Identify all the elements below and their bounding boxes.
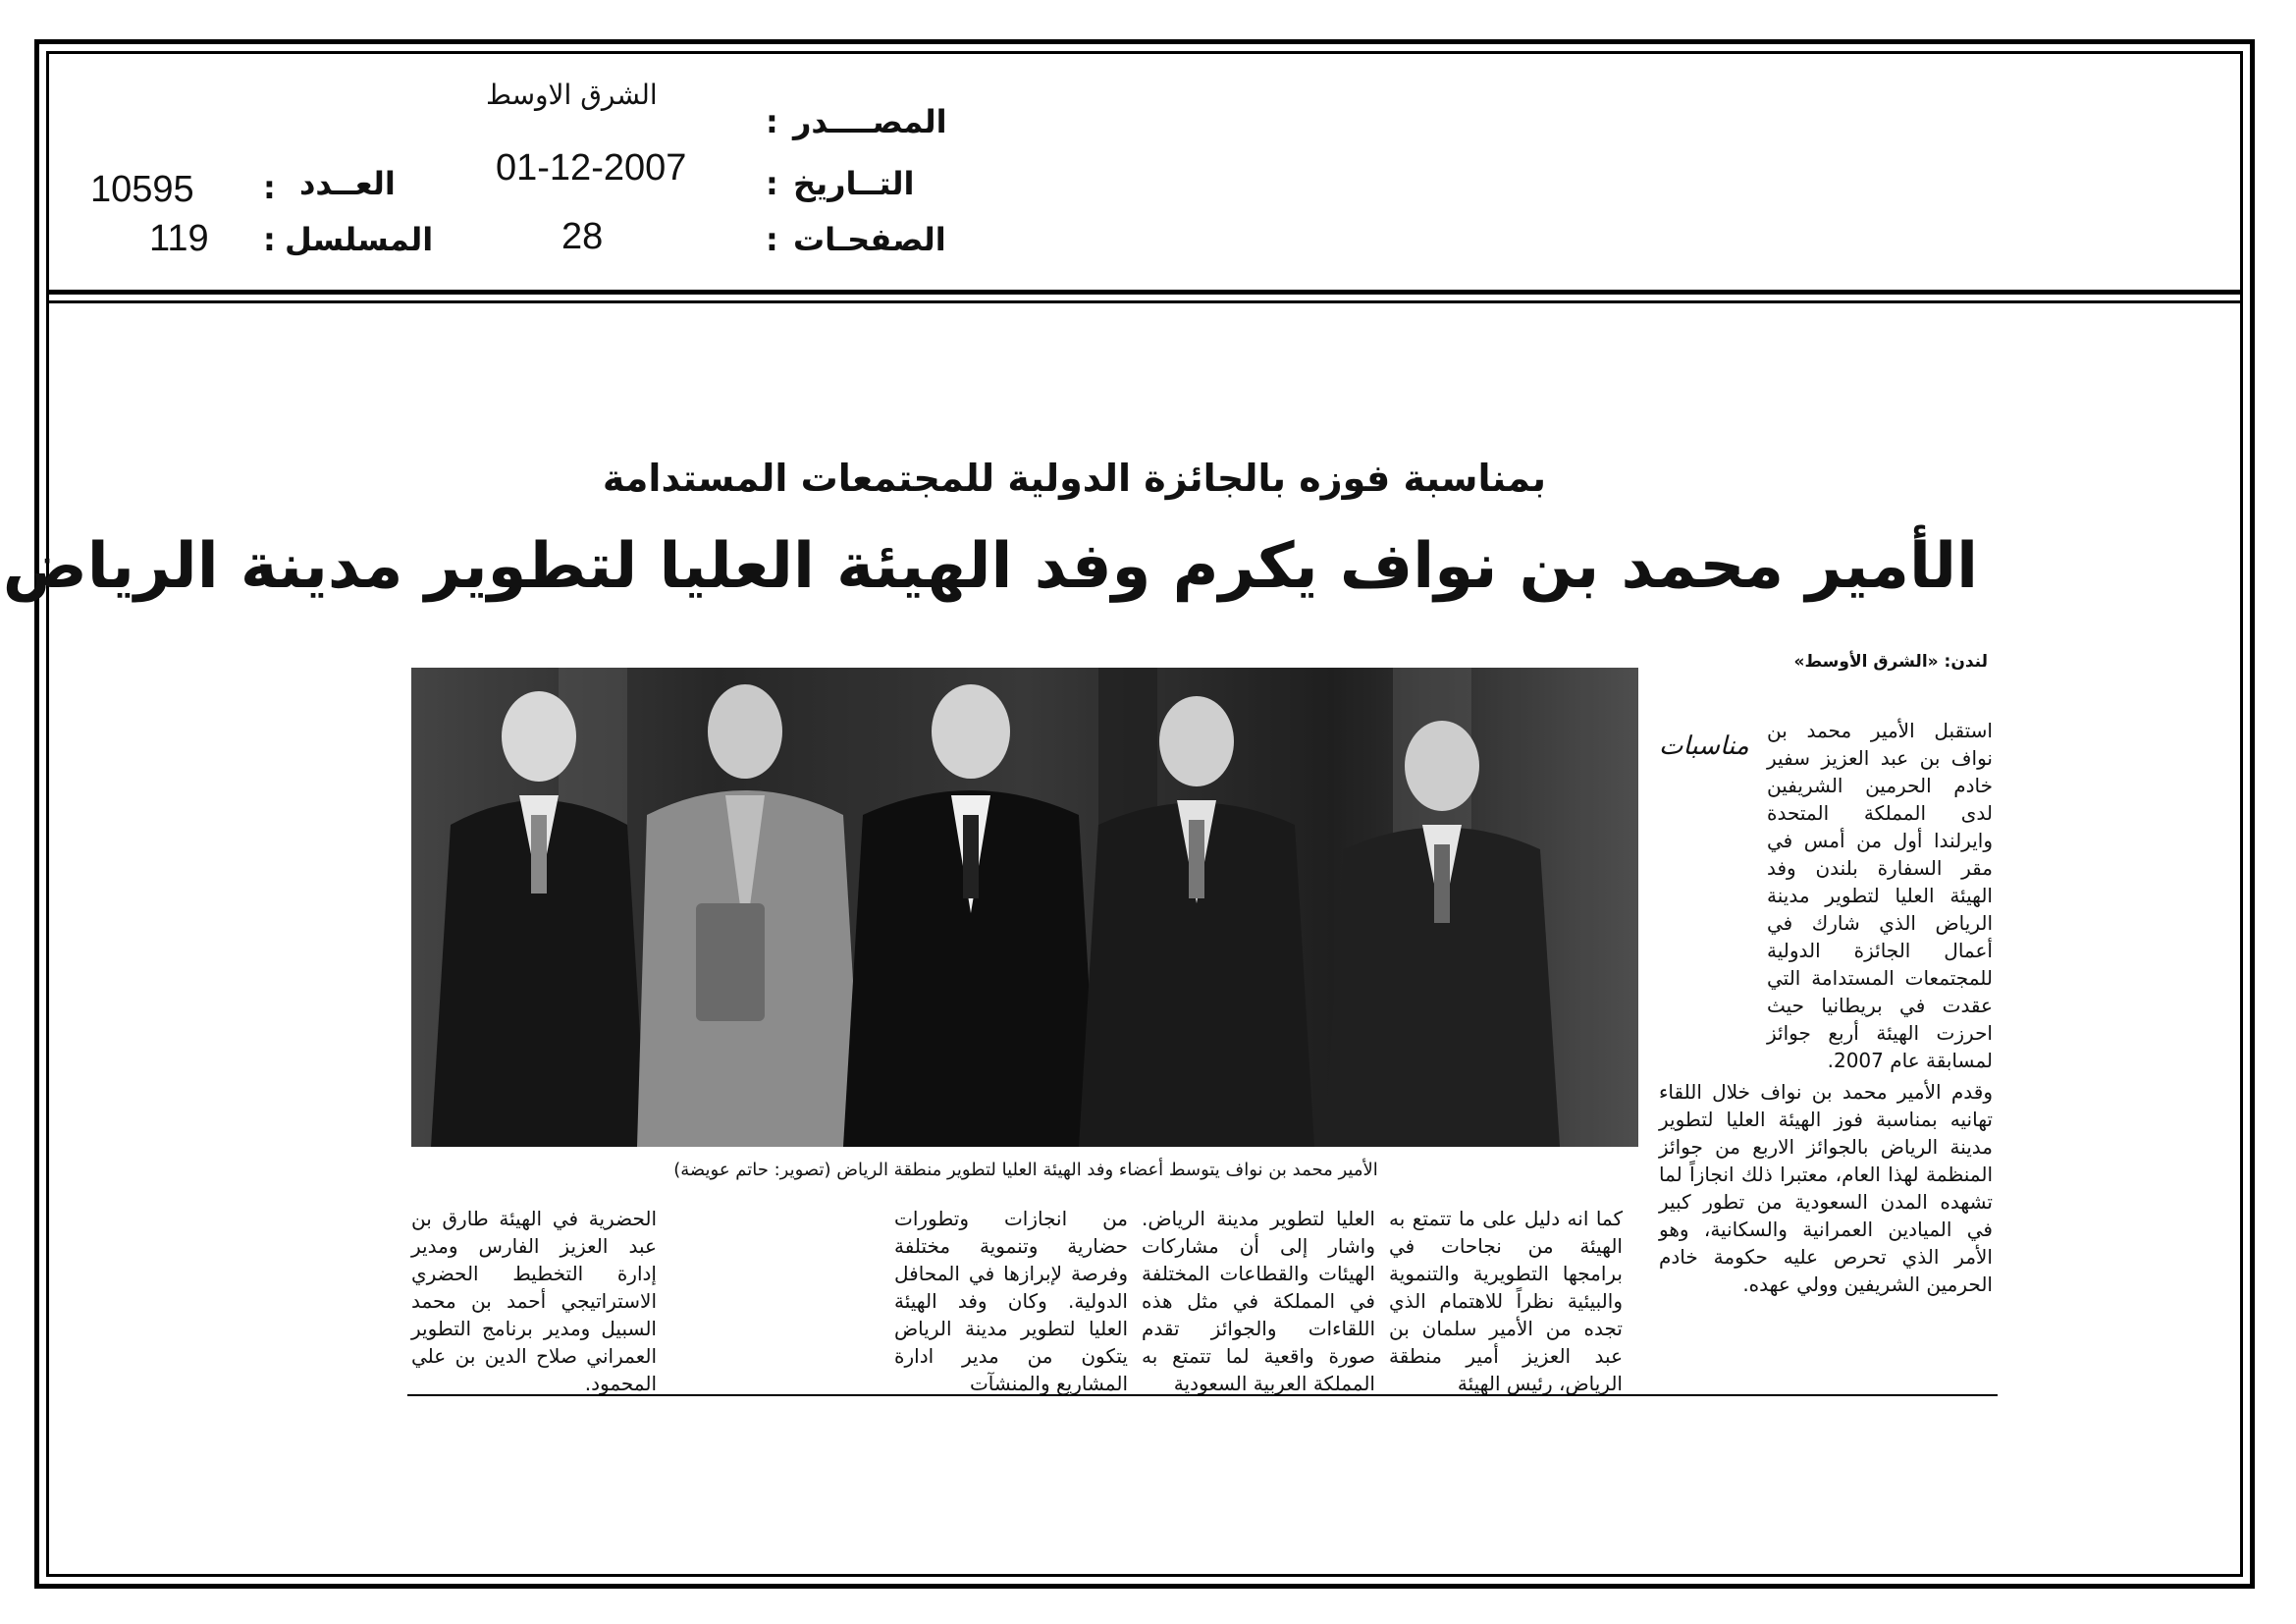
body-text-2: العليا لتطوير مدينة الرياض. واشار إلى أن مشاركات الهيئات والقطاعات المختلفة في المملكة في مثل هذه اللقاءات والجوائز تقدم صورة واقعية لما تتمتع به المملكة العربية السعودية [1142, 1207, 1375, 1395]
date-colon: : [766, 165, 778, 202]
body-column-2 [1142, 1205, 1375, 1397]
source-label: المصــــدر [793, 103, 947, 140]
header-divider-inner [46, 300, 2243, 303]
news-clipping [2, 422, 1998, 1404]
source-value: الشرق الاوسط [486, 79, 658, 111]
body-column-3 [894, 1205, 1128, 1397]
pages-label: الصفحـات [793, 221, 946, 258]
serial-value: 119 [149, 218, 209, 259]
serial-colon: : [263, 221, 276, 258]
side-column [1659, 717, 1993, 1302]
pages-value: 28 [561, 216, 604, 257]
group-photo [411, 668, 1638, 1147]
header-divider [46, 290, 2243, 295]
pages-colon: : [766, 221, 778, 258]
issue-label: العــدد [299, 165, 396, 202]
body-text-1: كما انه دليل على ما تتمتع به الهيئة من نجاحات في برامجها التطويرية والتنموية والبيئية نظراً للاهتمام الذي تجده من الأمير سلمان بن عبد العزيز أمير منطقة الرياض، رئيس الهيئة [1389, 1207, 1623, 1395]
body-text-3: من انجازات وتطورات حضارية وتنموية مختلفة وفرصة لإبرازها في المحافل الدولية. وكان وفد الهيئة العليا لتطوير مدينة الرياض يتكون من مدير ادارة المشاريع والمنشآت [894, 1207, 1128, 1395]
section-tag: مناسبات [1659, 731, 1749, 761]
serial-label: المسلسل [285, 221, 434, 258]
side-paragraph-2: وقدم الأمير محمد بن نواف خلال اللقاء تهانيه بمناسبة فوز الهيئة العليا لتطوير مدينة الرياض بالجوائز الاربع من جوائز المنظمة لهذا العام، معتبرا ذلك انجازاً لما تشهده المدن السعودية من تطور كبير في الميادين العمرانية والسكانية، وهو الأمر الذي تحرص عليه حكومة خادم الحرمين الشريفين وولي عهده. [1659, 1080, 1993, 1296]
issue-colon: : [263, 169, 276, 206]
date-label: التــاريخ [793, 165, 915, 202]
body-column-1 [1389, 1205, 1623, 1397]
article-dateline: لندن: «الشرق الأوسط» [1793, 652, 1988, 672]
photo-caption: الأمير محمد بن نواف يتوسط أعضاء وفد الهيئة العليا لتطوير منطقة الرياض (تصوير: حاتم عويضة) [673, 1160, 1378, 1180]
issue-value: 10595 [90, 169, 194, 210]
clipping-bottom-rule [407, 1394, 1998, 1396]
body-text-4: الحضرية في الهيئة طارق بن عبد العزيز الفارس ومدير إدارة التخطيط الحضري الاستراتيجي أحمد بن محمد السبيل ومدير برنامج التطوير العمراني صلاح الدين بن علي المحمود. [411, 1207, 657, 1395]
article-kicker: بمناسبة فوزه بالجائزة الدولية للمجتمعات المستدامة [602, 457, 1546, 500]
body-column-4 [411, 1205, 657, 1397]
source-colon: : [766, 103, 778, 140]
group-photo-icon [411, 668, 1638, 1147]
date-value: 01-12-2007 [496, 147, 687, 189]
side-paragraph-1: استقبل الأمير محمد بن نواف بن عبد العزيز سفير خادم الحرمين الشريفين لدى المملكة المتحدة وايرلندا أول من أمس في مقر السفارة بلندن وفد الهيئة العليا لتطوير مدينة الرياض الذي شارك في أعمال الجائزة الدولية للمجتمعات المستدامة التي عقدت في بريطانيا حيث احرزت الهيئة أربع جوائز لمسابقة عام 2007. [1767, 719, 1993, 1072]
article-headline: الأمير محمد بن نواف يكرم وفد الهيئة العليا لتطوير مدينة الرياض [2, 530, 1978, 603]
